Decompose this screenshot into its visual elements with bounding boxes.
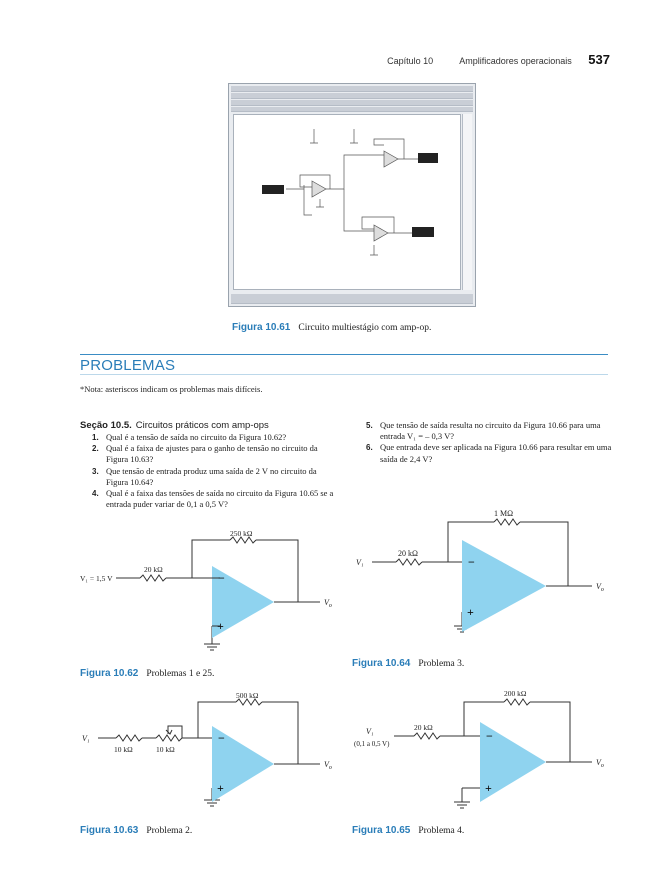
menu-bar xyxy=(231,93,473,99)
figure-65-label: Figura 10.65 xyxy=(352,825,411,836)
minus-sign: − xyxy=(218,731,225,745)
chapter-title: Amplificadores operacionais xyxy=(459,56,572,66)
figure-64-label: Figura 10.64 xyxy=(352,658,411,669)
status-bar xyxy=(231,294,473,304)
figure-62-label: Figura 10.62 xyxy=(80,668,139,679)
figure-63-circuit xyxy=(80,688,350,818)
chapter-number: Capítulo 10 xyxy=(387,56,434,66)
questions-left xyxy=(92,432,340,510)
figure-63-label: Figura 10.63 xyxy=(80,825,139,836)
plus-sign: + xyxy=(217,781,224,795)
r1-label: 10 kΩ xyxy=(114,745,133,754)
input-range-label: (0,1 a 0,5 V) xyxy=(354,740,390,748)
difficulty-note: *Nota: asteriscos indicam os problemas mais difíceis. xyxy=(80,384,263,394)
output-label: $V_o$ xyxy=(324,760,332,771)
section-rule-top xyxy=(80,354,608,355)
rf-label: 500 kΩ xyxy=(236,691,259,700)
figure-63-text: Problema 2. xyxy=(146,826,193,836)
minus-sign: − xyxy=(468,555,475,569)
r1-label: 20 kΩ xyxy=(398,549,418,558)
figure-63-caption xyxy=(80,825,192,836)
opamp-symbol xyxy=(462,540,546,632)
figure-64-caption xyxy=(352,658,464,669)
side-ruler xyxy=(462,114,472,290)
output-label: $V_o$ xyxy=(324,598,332,609)
input-label: V₁ xyxy=(366,727,374,736)
rf-label: 250 kΩ xyxy=(230,529,253,538)
section-name: Circuitos práticos com amp-ops xyxy=(135,420,269,431)
page-header xyxy=(387,52,610,67)
section-number: Seção 10.5. xyxy=(80,420,132,431)
page-number: 537 xyxy=(588,52,610,67)
section-heading xyxy=(80,420,269,431)
rf-label: 1 MΩ xyxy=(494,509,514,518)
figure-62-circuit xyxy=(80,526,350,656)
r1-label: 20 kΩ xyxy=(144,565,163,574)
r1-label: 20 kΩ xyxy=(414,723,433,732)
figure-61-label: Figura 10.61 xyxy=(232,322,291,333)
plus-sign: + xyxy=(217,619,224,633)
schematic-canvas xyxy=(233,114,461,290)
multistage-schematic xyxy=(234,115,460,291)
rf-label: 200 kΩ xyxy=(504,689,527,698)
question-item: 4. Qual é a faixa das tensões de saída no circuito da Figura 10.65 se a entrada puder variar de 0,1 a 0,5 V? xyxy=(92,488,334,510)
figure-64-circuit xyxy=(352,504,622,652)
input-label: V₁ = 1,5 V xyxy=(80,574,113,583)
questions-right xyxy=(366,420,616,465)
figure-62-text: Problemas 1 e 25. xyxy=(146,669,215,679)
figure-61-caption xyxy=(232,322,431,333)
r2-label: 10 kΩ xyxy=(156,745,175,754)
question-item: 1. Qual é a tensão de saída no circuito da Figura 10.62? xyxy=(92,432,287,442)
figure-62-caption xyxy=(80,668,214,679)
figure-64-text: Problema 3. xyxy=(418,659,465,669)
figure-65-circuit xyxy=(352,684,622,818)
section-rule-bottom xyxy=(80,374,608,375)
title-bar xyxy=(231,86,473,92)
output-label: $V_o$ xyxy=(596,582,604,593)
input-label: V₁ xyxy=(82,734,90,743)
output-label: $V_o$ xyxy=(596,758,604,769)
minus-sign: − xyxy=(486,729,493,743)
toolbar xyxy=(231,100,473,106)
question-item: 2. Qual é a faixa de ajustes para o ganho de tensão no circuito da Figura 10.63? xyxy=(92,443,318,465)
input-label: V₁ xyxy=(356,558,364,567)
toolbar-secondary xyxy=(231,107,473,112)
section-title: PROBLEMAS xyxy=(80,357,176,374)
simulator-screenshot xyxy=(228,83,476,307)
figure-65-caption xyxy=(352,825,464,836)
figure-65-text: Problema 4. xyxy=(418,826,465,836)
question-item: 5. Que tensão de saída resulta no circuito da Figura 10.66 para uma entrada V₁ = – 0,3 V? xyxy=(366,420,601,442)
minus-sign: − xyxy=(218,571,225,585)
plus-sign: + xyxy=(467,605,474,619)
question-item: 6. Que entrada deve ser aplicada na Figura 10.66 para resultar em uma saída de 2,4 V? xyxy=(366,442,612,464)
question-item: 3. Que tensão de entrada produz uma saída de 2 V no circuito da Figura 10.64? xyxy=(92,465,317,487)
figure-61-text: Circuito multiestágio com amp-op. xyxy=(298,323,432,333)
plus-sign: + xyxy=(485,781,492,795)
